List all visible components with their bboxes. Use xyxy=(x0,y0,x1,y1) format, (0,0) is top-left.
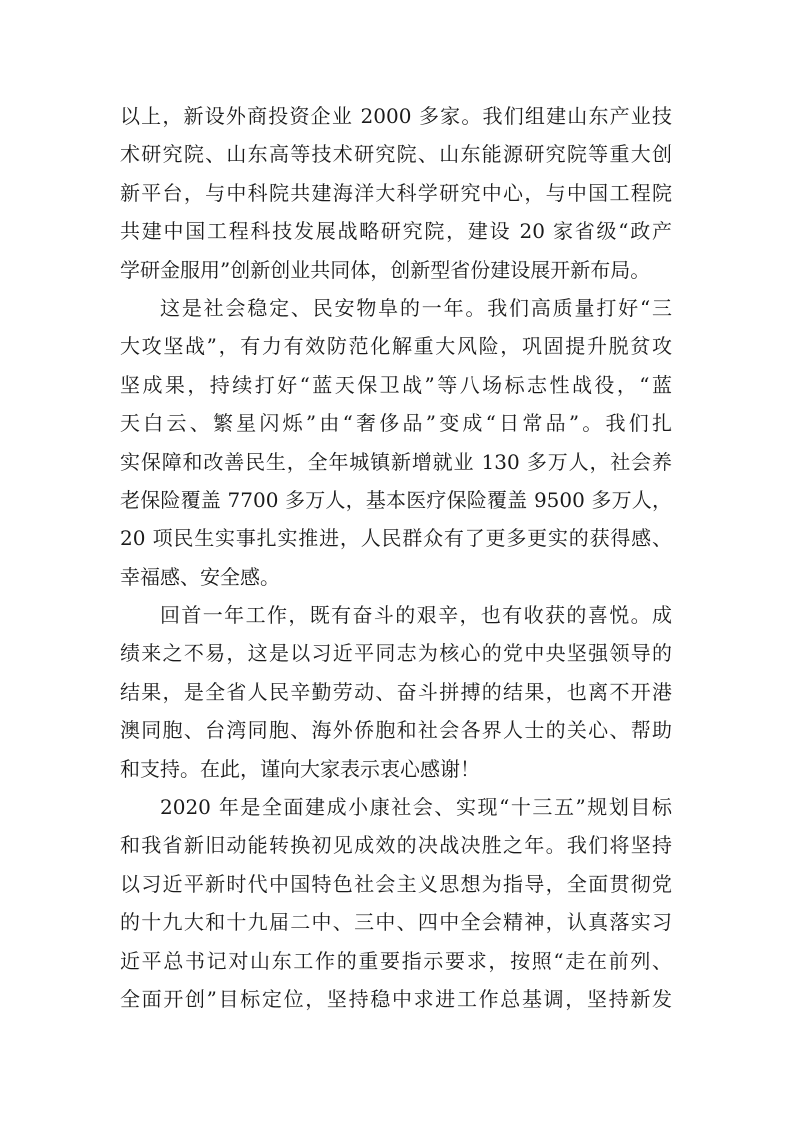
paragraph-first-line: 2020 年是全面建成小康社会、实现“十三五”规划目标 xyxy=(160,795,672,820)
text-line: 共建中国工程科技发展战略研究院，建设 20 家省级“政产 xyxy=(120,219,672,244)
text-line: 结果，是全省人民辛勤劳动、奋斗拼搏的结果，也离不开港 xyxy=(120,679,672,704)
text-line: 幸福感、安全感。 xyxy=(120,564,280,589)
text-line: 学研金服用”创新创业共同体，创新型省份建设展开新布局。 xyxy=(120,257,651,282)
text-line: 和支持。在此，谨向大家表示衷心感谢！ xyxy=(120,756,480,781)
text-line: 新平台，与中科院共建海洋大科学研究中心，与中国工程院 xyxy=(120,180,672,205)
text-line: 实保障和改善民生，全年城镇新增就业 130 多万人，社会养 xyxy=(120,449,672,474)
text-line: 澳同胞、台湾同胞、海外侨胞和社会各界人士的关心、帮助 xyxy=(120,718,672,743)
text-line: 天白云、繁星闪烁”由“奢侈品”变成“日常品”。我们扎 xyxy=(120,411,672,436)
text-line: 20 项民生实事扎实推进，人民群众有了更多更实的获得感、 xyxy=(120,526,672,551)
text-line: 全面开创”目标定位，坚持稳中求进工作总基调，坚持新发 xyxy=(120,986,672,1011)
paragraph-first-line: 这是社会稳定、民安物阜的一年。我们高质量打好“三 xyxy=(160,295,672,320)
text-line: 术研究院、山东高等技术研究院、山东能源研究院等重大创 xyxy=(120,142,672,167)
text-line: 和我省新旧动能转换初见成效的决战决胜之年。我们将坚持 xyxy=(120,833,672,858)
text-line: 以上，新设外商投资企业 2000 多家。我们组建山东产业技 xyxy=(120,104,672,128)
text-line: 大攻坚战”，有力有效防范化解重大风险，巩固提升脱贫攻 xyxy=(120,334,672,359)
text-line: 坚成果，持续打好“蓝天保卫战”等八场标志性战役，“蓝 xyxy=(120,372,672,397)
body-text xyxy=(120,97,672,1018)
text-line: 以习近平新时代中国特色社会主义思想为指导，全面贯彻党 xyxy=(120,871,672,896)
text-line: 绩来之不易，这是以习近平同志为核心的党中央坚强领导的 xyxy=(120,641,672,666)
paragraph-first-line: 回首一年工作，既有奋斗的艰辛，也有收获的喜悦。成 xyxy=(160,603,672,628)
text-line: 近平总书记对山东工作的重要指示要求，按照“走在前列、 xyxy=(120,948,672,973)
text-line: 老保险覆盖 7700 多万人，基本医疗保险覆盖 9500 多万人， xyxy=(120,487,672,512)
text-line: 的十九大和十九届二中、三中、四中全会精神，认真落实习 xyxy=(120,910,672,935)
